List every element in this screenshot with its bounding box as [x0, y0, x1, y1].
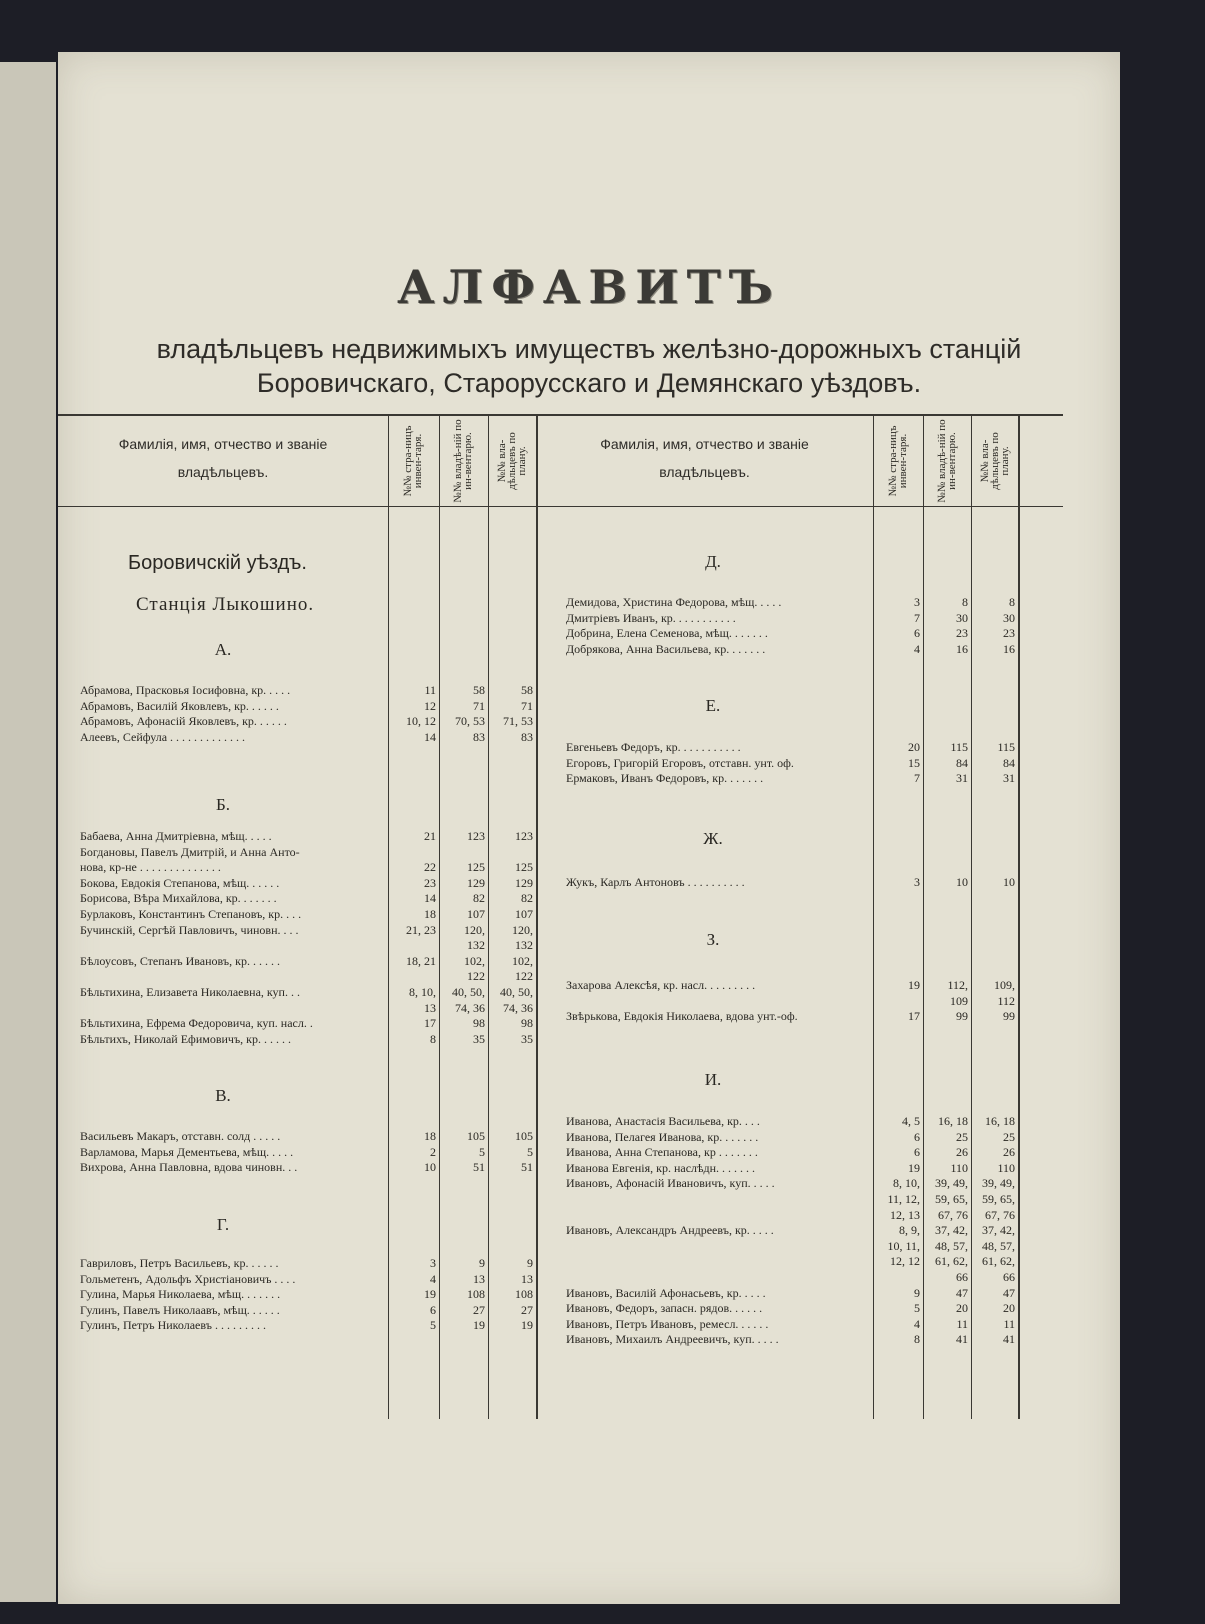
header-pages-text: №№ стра-ницъ инвен-таря. [402, 425, 424, 497]
owner-name: Абрамовъ, Василій Яковлевъ, кр. . . . . . [80, 698, 279, 713]
inventory-page: 19 [908, 1160, 920, 1175]
owner-plan-number: 19 [521, 1318, 533, 1333]
holding-number: 51 [473, 1160, 485, 1175]
inventory-page: 4 [914, 641, 920, 656]
holding-number: 10 [956, 875, 968, 889]
owner-name: Гулинъ, Павелъ Николаавъ, мѣщ. . . . . . [80, 1302, 280, 1317]
owner-name: Борисова, Вѣра Михайлова, кр. . . . . . . [80, 891, 277, 906]
owner-name [566, 1239, 871, 1253]
inventory-page: 8 [430, 1031, 436, 1046]
owner-plan-number: 39, 49, [982, 1176, 1015, 1191]
holding-number: 41 [956, 1332, 968, 1347]
inventory-page: 8, 10, [409, 985, 436, 999]
holding-number: 71 [473, 698, 485, 713]
inventory-page: 17 [908, 1009, 920, 1024]
owner-plan-number: 74, 36 [503, 1000, 533, 1015]
holding-number: 84 [956, 755, 968, 770]
section-letter: А. [214, 640, 232, 659]
owner-name: Гулинъ, Петръ Николаевъ . . . . . . . . . [80, 1318, 266, 1333]
holding-number: 11 [956, 1316, 968, 1331]
subtitle-line-2: Боровичскаго, Старорусскаго и Демянскаго уѣздовъ. [256, 368, 922, 398]
holding-number: 123 [467, 829, 485, 843]
inventory-page: 22 [424, 860, 436, 875]
subtitle-line-1: владѣльцевъ недвижимыхъ имуществъ желѣзно-дорожныхъ станцій [156, 334, 1022, 364]
inventory-page: 21 [424, 829, 436, 843]
owner-plan-number: 37, 42, [982, 1223, 1015, 1238]
owner-name: Иванова, Пелагея Иванова, кр. . . . . . . [566, 1129, 759, 1144]
holding-number: 59, 65, [935, 1192, 968, 1206]
table-top-rule [58, 414, 1063, 416]
owner-name: Гавриловъ, Петръ Васильевъ, кр. . . . . . [80, 1256, 279, 1270]
owner-plan-number: 61, 62, [982, 1254, 1015, 1269]
owner-plan-number: 66 [1003, 1270, 1015, 1284]
owner-name: Иванова, Анна Степанова, кр . . . . . . . [566, 1145, 758, 1160]
inventory-page: 13 [424, 1000, 436, 1015]
inventory-page: 8, 9, [899, 1223, 920, 1238]
owner-name: Добрина, Елена Семенова, мѣщ. . . . . . . [566, 626, 768, 641]
owner-name: Иванова Евгенія, кр. наслѣдн. . . . . . . [566, 1160, 756, 1175]
name-header-line-1: Фамилія, имя, отчество и званіе [118, 436, 328, 452]
owner-plan-number: 16 [1003, 641, 1015, 656]
holding-number: 8 [962, 595, 968, 609]
owner-plan-number: 120, [512, 922, 533, 937]
district-heading: Боровичскій уѣздъ. [128, 552, 307, 574]
owner-plan-number: 59, 65, [982, 1192, 1015, 1206]
inventory-page: 21, 23 [406, 922, 436, 937]
header-owners-plan-right [979, 418, 1011, 504]
holding-number: 27 [473, 1302, 485, 1317]
inventory-page: 6 [914, 1145, 920, 1160]
owner-plan-number: 99 [1003, 1009, 1015, 1024]
holding-number: 13 [473, 1271, 485, 1286]
owner-plan-number: 8 [1009, 595, 1015, 609]
owner-name: Вихрова, Анна Павловна, вдова чиновн. . . [80, 1160, 298, 1175]
owner-plan-number: 13 [521, 1271, 533, 1286]
owner-plan-number: 41 [1003, 1332, 1015, 1347]
owner-name: Добрякова, Анна Васильева, кр. . . . . . . [566, 641, 766, 656]
inventory-page: 11 [424, 683, 436, 697]
inventory-page: 5 [430, 1318, 436, 1333]
owner-plan-number: 47 [1003, 1285, 1015, 1300]
owner-name: Бучинскій, Сергѣй Павловичъ, чиновн. . . . [80, 922, 299, 937]
holding-number: 74, 36 [455, 1000, 485, 1015]
holding-number: 39, 49, [935, 1176, 968, 1191]
owner-plan-number: 82 [521, 891, 533, 906]
holding-number: 16, 18 [938, 1114, 968, 1128]
inventory-page: 8 [914, 1332, 920, 1347]
owner-name [566, 1254, 871, 1268]
holding-number: 9 [479, 1256, 485, 1270]
owner-name: Бокова, Евдокія Степанова, мѣщ. . . . . . [80, 875, 280, 890]
owner-plan-number: 30 [1003, 610, 1015, 625]
owner-plan-number: 102, [512, 953, 533, 968]
inventory-page: 17 [424, 1016, 436, 1031]
inventory-page: 9 [914, 1285, 920, 1300]
station-heading: Станція Лыкошино. [136, 594, 315, 615]
owner-name: Бѣльтихина, Елизавета Николаевна, куп. . . [80, 985, 300, 999]
inventory-page: 23 [424, 875, 436, 890]
owner-name [80, 969, 385, 983]
owner-name: Звѣрькова, Евдокія Николаева, вдова унт.-оф. [566, 1009, 798, 1024]
holding-number: 37, 42, [935, 1223, 968, 1238]
holding-number: 40, 50, [452, 985, 485, 999]
inventory-page: 19 [424, 1287, 436, 1302]
owner-plan-number: 16, 18 [985, 1114, 1015, 1128]
owner-plan-number: 25 [1003, 1129, 1015, 1144]
header-holdings-right-text: №№ владѣ-ній по ин-вентарю. [936, 419, 958, 503]
holding-number: 109 [950, 993, 968, 1008]
owner-plan-number: 26 [1003, 1145, 1015, 1160]
holding-number: 98 [473, 1016, 485, 1031]
holding-number: 47 [956, 1285, 968, 1300]
holding-number: 23 [956, 626, 968, 641]
owner-name: нова, кр-не . . . . . . . . . . . . . . [80, 860, 221, 875]
section-letter: Г. [216, 1215, 230, 1234]
owner-name [566, 1192, 871, 1206]
holding-number: 132 [467, 938, 485, 953]
section-letter: В. [215, 1086, 231, 1105]
holding-number: 115 [950, 740, 968, 754]
inventory-page: 11, 12, [887, 1192, 920, 1206]
owner-name: Гулина, Марья Николаева, мѣщ. . . . . . . [80, 1287, 281, 1302]
holding-number: 129 [467, 875, 485, 890]
owner-plan-number: 31 [1003, 771, 1015, 786]
owner-plan-number: 67, 76 [985, 1207, 1015, 1222]
inventory-page: 4 [914, 1316, 920, 1331]
inventory-page: 18 [424, 1129, 436, 1143]
holding-number: 67, 76 [938, 1207, 968, 1222]
owner-name: Захарова Алексѣя, кр. насл. . . . . . . . . [566, 978, 756, 992]
owner-plan-number: 112 [997, 993, 1015, 1008]
owner-name: Ивановъ, Федоръ, запасн. рядов. . . . . . [566, 1301, 763, 1316]
inventory-page: 10, 11, [887, 1238, 920, 1253]
owner-plan-number: 83 [521, 729, 533, 744]
header-pages-right [888, 418, 908, 504]
inventory-page: 18, 21 [406, 953, 436, 968]
owner-plan-number: 110 [997, 1160, 1015, 1175]
owner-plan-number: 109, [994, 978, 1015, 992]
section-letter: Б. [215, 795, 230, 814]
owner-plan-number: 20 [1003, 1301, 1015, 1316]
holding-number: 31 [956, 771, 968, 786]
owner-plan-number: 11 [1003, 1316, 1015, 1331]
holding-number: 125 [467, 860, 485, 875]
owner-name: Бабаева, Анна Дмитріевна, мѣщ. . . . . [80, 829, 272, 843]
owner-name: Алеевъ, Сейфула . . . . . . . . . . . . . [80, 729, 246, 744]
owner-plan-number: 107 [515, 907, 533, 921]
owner-plan-number: 51 [521, 1160, 533, 1175]
owner-plan-number: 122 [515, 969, 533, 984]
owner-name: Ивановъ, Петръ Ивановъ, ремесл. . . . . . [566, 1316, 769, 1331]
owner-name [566, 1270, 871, 1284]
holding-number: 19 [473, 1318, 485, 1333]
inventory-page: 19 [908, 978, 920, 992]
section-letter: И. [704, 1070, 722, 1089]
inventory-page: 7 [914, 771, 920, 786]
owner-name: Богдановы, Павелъ Дмитрій, и Анна Анто- [80, 844, 300, 859]
name-header-line-2-right: владѣльцевъ. [659, 464, 750, 480]
holding-number: 48, 57, [935, 1238, 968, 1253]
holding-number: 105 [467, 1129, 485, 1143]
owner-name: Дмитріевъ Иванъ, кр. . . . . . . . . . . [566, 610, 736, 625]
owner-plan-number: 115 [997, 740, 1015, 754]
owner-plan-number: 125 [515, 860, 533, 875]
inventory-page: 4, 5 [902, 1114, 920, 1128]
owner-name: Егоровъ, Григорій Егоровъ, отставн. унт. оф. [566, 755, 794, 770]
inventory-page: 10, 12 [406, 714, 436, 729]
owner-plan-number: 27 [521, 1302, 533, 1317]
owner-plan-number: 71, 53 [503, 714, 533, 729]
inventory-page: 14 [424, 891, 436, 906]
owner-plan-number: 98 [521, 1016, 533, 1031]
owner-name: Гольметенъ, Адольфъ Христіановичъ . . . . [80, 1271, 296, 1286]
owner-name: Бѣльтихина, Ефрема Федоровича, куп. насл. . [80, 1016, 313, 1031]
owner-name: Ивановъ, Михаилъ Андреевичъ, куп. . . . . [566, 1332, 779, 1347]
header-owners-plan [496, 418, 528, 504]
inventory-page: 3 [914, 875, 920, 889]
holding-number: 58 [473, 683, 485, 697]
owner-plan-number: 9 [527, 1256, 533, 1270]
inventory-page: 2 [430, 1144, 436, 1159]
holding-number: 99 [956, 1009, 968, 1024]
owner-plan-number: 105 [515, 1129, 533, 1143]
header-bottom-rule [58, 506, 1063, 507]
owner-plan-number: 132 [515, 938, 533, 953]
holding-number: 20 [956, 1301, 968, 1316]
inventory-page: 3 [430, 1256, 436, 1270]
holding-number: 112, [947, 978, 968, 992]
header-pages [403, 418, 423, 504]
owner-name [80, 938, 385, 952]
owner-plan-number: 84 [1003, 755, 1015, 770]
holding-number: 25 [956, 1129, 968, 1144]
holding-number: 107 [467, 907, 485, 921]
owner-plan-number: 23 [1003, 626, 1015, 641]
name-header-line-2: владѣльцевъ. [177, 464, 269, 480]
inventory-page: 12, 12 [890, 1254, 920, 1269]
owners-table [58, 414, 1063, 1419]
owner-name [80, 1001, 385, 1015]
section-letter: Е. [705, 696, 721, 715]
owner-name: Евгеньевъ Федоръ, кр. . . . . . . . . . . [566, 740, 741, 754]
inventory-page: 15 [908, 755, 920, 770]
holding-number: 16 [956, 641, 968, 656]
owner-name: Ивановъ, Василій Афонасьевъ, кр. . . . . [566, 1285, 766, 1300]
owner-plan-number: 129 [515, 875, 533, 890]
owner-name: Варламова, Марья Дементьева, мѣщ. . . . . [80, 1144, 294, 1159]
owner-plan-number: 40, 50, [500, 985, 533, 999]
section-letter: Д. [705, 552, 721, 571]
owner-plan-number: 71 [521, 698, 533, 713]
header-owners-plan-text: №№ вла-дѣльцевъ по плану. [496, 432, 528, 490]
inventory-page: 12 [424, 698, 436, 713]
inventory-page: 4 [430, 1271, 436, 1286]
owner-name: Иванова, Анастасія Васильева, кр. . . . [566, 1114, 760, 1128]
holding-number: 61, 62, [935, 1254, 968, 1269]
inventory-page: 6 [914, 626, 920, 641]
holding-number: 102, [464, 953, 485, 968]
holding-number: 66 [956, 1270, 968, 1284]
owner-name: Ермаковъ, Иванъ Федоровъ, кр. . . . . . . [566, 771, 764, 786]
owner-name: Васильевъ Макаръ, отставн. солд . . . . . [80, 1129, 281, 1143]
owner-plan-number: 58 [521, 683, 533, 697]
holding-number: 26 [956, 1145, 968, 1160]
owner-name [566, 994, 871, 1008]
holding-number: 83 [473, 729, 485, 744]
header-holdings-text: №№ владѣ-ній по ин-вентарю. [452, 419, 474, 503]
owner-name: Бурлаковъ, Константинъ Степановъ, кр. . . . [80, 907, 302, 921]
table-right-rule [1018, 414, 1020, 1419]
center-divider [536, 414, 538, 1419]
owner-plan-number: 5 [527, 1144, 533, 1159]
header-pages-right-text: №№ стра-ницъ инвен-таря. [887, 425, 909, 497]
inventory-page: 8, 10, [893, 1176, 920, 1191]
owner-plan-number: 108 [515, 1287, 533, 1302]
section-letter: Ж. [703, 829, 723, 848]
holding-number: 122 [467, 969, 485, 984]
owner-name: Ивановъ, Александръ Андреевъ, кр. . . . . [566, 1223, 774, 1238]
holding-number: 70, 53 [455, 714, 485, 729]
inventory-page: 3 [914, 595, 920, 609]
inventory-page: 7 [914, 610, 920, 625]
holding-number: 110 [950, 1160, 968, 1175]
header-owners-plan-right-text: №№ вла-дѣльцевъ по плану. [979, 432, 1011, 490]
holding-number: 35 [473, 1031, 485, 1046]
inventory-page: 14 [424, 729, 436, 744]
inventory-page: 6 [914, 1129, 920, 1144]
owner-name: Бѣльтихъ, Николай Ефимовичъ, кр. . . . . . [80, 1031, 291, 1046]
owner-name: Бѣлоусовъ, Степанъ Ивановъ, кр. . . . . . [80, 953, 280, 968]
inventory-page: 10 [424, 1160, 436, 1175]
owner-plan-number: 48, 57, [982, 1238, 1015, 1253]
page-title: АЛФАВИТЪ [397, 260, 781, 314]
owner-plan-number: 35 [521, 1031, 533, 1046]
owner-plan-number: 123 [515, 829, 533, 843]
inventory-page: 6 [430, 1302, 436, 1317]
owner-name [566, 1208, 871, 1222]
holding-number: 120, [464, 922, 485, 937]
section-letter: З. [706, 930, 720, 949]
previous-page-edge [0, 62, 56, 1602]
owner-name: Демидова, Христина Федорова, мѣщ. . . . . [566, 595, 782, 609]
header-holdings [453, 418, 473, 504]
holding-number: 108 [467, 1287, 485, 1302]
inventory-page: 20 [908, 740, 920, 754]
holding-number: 5 [479, 1144, 485, 1159]
document-page [58, 52, 1120, 1604]
inventory-page: 18 [424, 907, 436, 921]
header-holdings-right [937, 418, 957, 504]
owner-plan-number: 10 [1003, 875, 1015, 889]
owner-name: Абрамовъ, Афонасій Яковлевъ, кр. . . . . . [80, 714, 287, 729]
owner-name: Ивановъ, Афонасій Ивановичъ, куп. . . . . [566, 1176, 775, 1191]
holding-number: 30 [956, 610, 968, 625]
owner-name: Жукъ, Карлъ Антоновъ . . . . . . . . . . [566, 875, 745, 889]
owner-name: Абрамова, Прасковья Іосифовна, кр. . . . . [80, 683, 291, 697]
holding-number: 82 [473, 891, 485, 906]
name-header-line-1-right: Фамилія, имя, отчество и званіе [600, 436, 809, 452]
inventory-page: 12, 13 [890, 1207, 920, 1222]
inventory-page: 5 [914, 1301, 920, 1316]
